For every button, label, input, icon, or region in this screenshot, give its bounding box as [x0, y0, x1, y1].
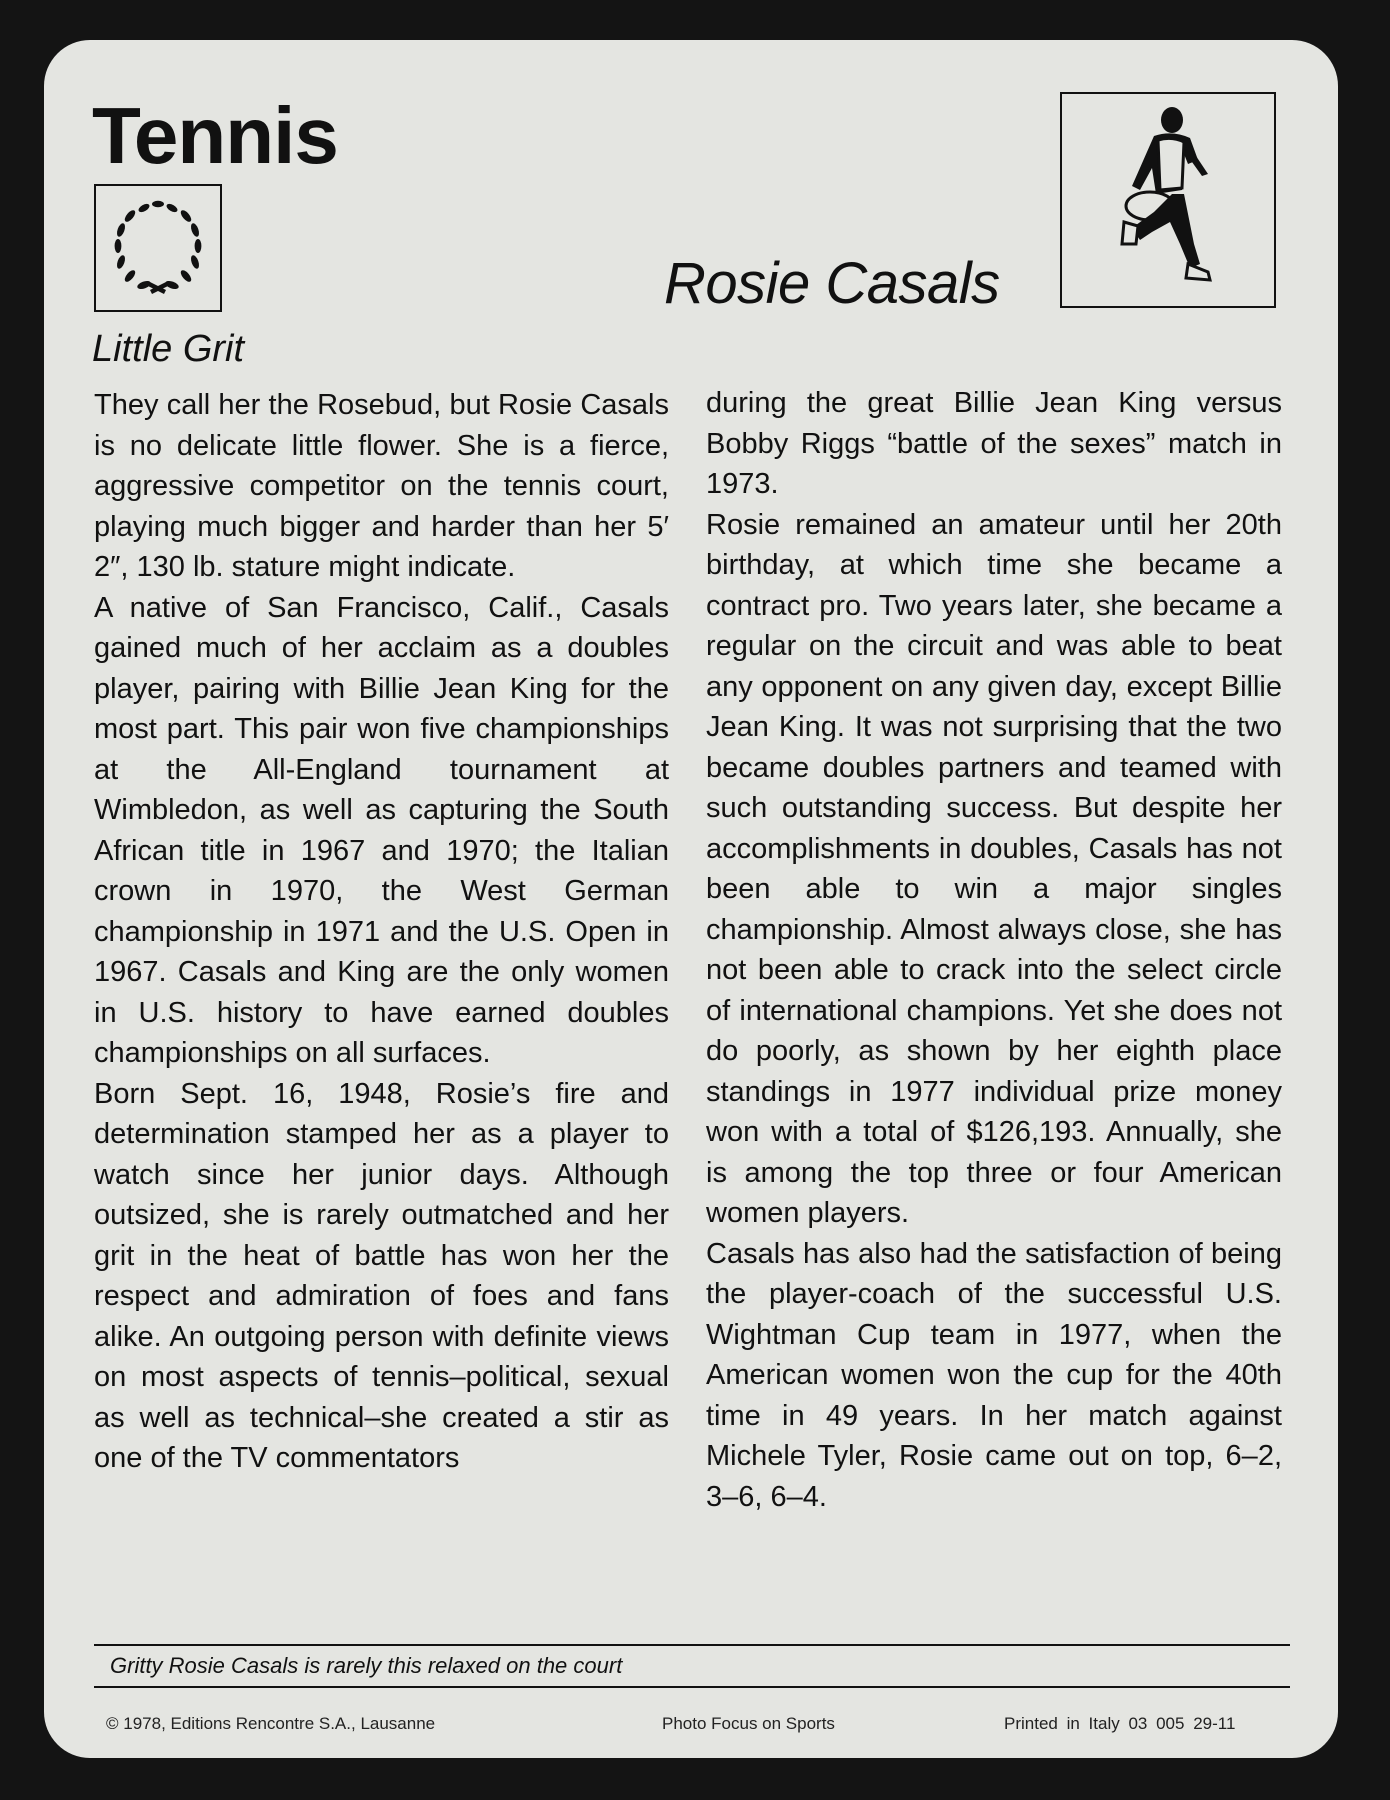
photo-credit: Photo Focus on Sports: [662, 1714, 835, 1733]
article-subtitle: Little Grit: [92, 328, 245, 370]
paragraph: A native of San Francisco, Calif., Casals gained much of her acclaim as a doubles player, pairing with Billie Jean King for the most part. This pair won five championships at the All-England tournament at Wimbledon, as well as capturing the South African title in 1967 and 1970; the Italian crown in 1970, the West German championship in 1971 and the U.S. Open in 1967. Casals and King are the only women in U.S. history to have earned doubles championships on all surfaces.: [94, 591, 669, 1069]
paragraph: Casals has also had the satisfaction of being the player-coach of the successful U.S. Wightman Cup team in 1977, when the American women won the cup for the 40th time in 49 years. In her match against Michele Tyler, Rosie came out on top, 6–2, 3–6, 6–4.: [706, 1237, 1282, 1513]
paragraph: They call her the Rosebud, but Rosie Casals is no delicate little flower. She is a fierce, aggressive competitor on the tennis court, playing much bigger and harder than her 5′ 2″, 130 lb. stature might indicate.: [94, 389, 669, 583]
action-photo-box: [1060, 92, 1276, 308]
printed-in: Printed in Italy: [1004, 1714, 1120, 1733]
category-logo-box: [94, 184, 222, 312]
print-info: [1004, 1714, 1235, 1734]
copyright-notice: © 1978, Editions Rencontre S.A., Lausanne: [106, 1714, 436, 1733]
laurel-wreath-icon: [96, 186, 220, 310]
article-column-right: [706, 383, 1282, 1517]
paragraph: during the great Billie Jean King versus Bobby Riggs “battle of the sexes” match in 1973.: [706, 387, 1282, 500]
tennis-player-silhouette-icon: [1062, 94, 1274, 306]
player-name: Rosie Casals: [664, 251, 1000, 316]
sports-card: [44, 40, 1338, 1758]
paragraph: Born Sept. 16, 1948, Rosie’s fire and determination stamped her as a player to watch since her junior days. Although outsized, she is rarely outmatched and her grit in the heat of battle has won her the respect and admiration of foes and fans alike. An outgoing person with definite views on most aspects of tennis–political, sexual as well as technical–she created a stir as one of the TV commentators: [94, 1077, 669, 1474]
sport-title: Tennis: [92, 91, 338, 180]
card-code: 03 005 29-11: [1128, 1714, 1236, 1733]
caption-divider-top: [94, 1644, 1290, 1646]
article-column-left: [94, 385, 669, 1479]
paragraph: Rosie remained an amateur until her 20th birthday, at which time she became a contract pro. Two years later, she became a regular on the circuit and was able to beat any opponent on any given day, except Billie Jean King. It was not surprising that the two became doubles partners and teamed with such outstanding success. But despite her accomplishments in doubles, Casals has not been able to win a major singles championship. Almost always close, she has not been able to crack into the select circle of international champions. Yet she does not do poorly, as shown by her eighth place standings in 1977 individual prize money won with a total of $126,193. Annually, she is among the top three or four American women players.: [706, 508, 1282, 1229]
photo-caption: Gritty Rosie Casals is rarely this relaxed on the court: [110, 1653, 623, 1678]
caption-divider-bottom: [94, 1686, 1290, 1688]
